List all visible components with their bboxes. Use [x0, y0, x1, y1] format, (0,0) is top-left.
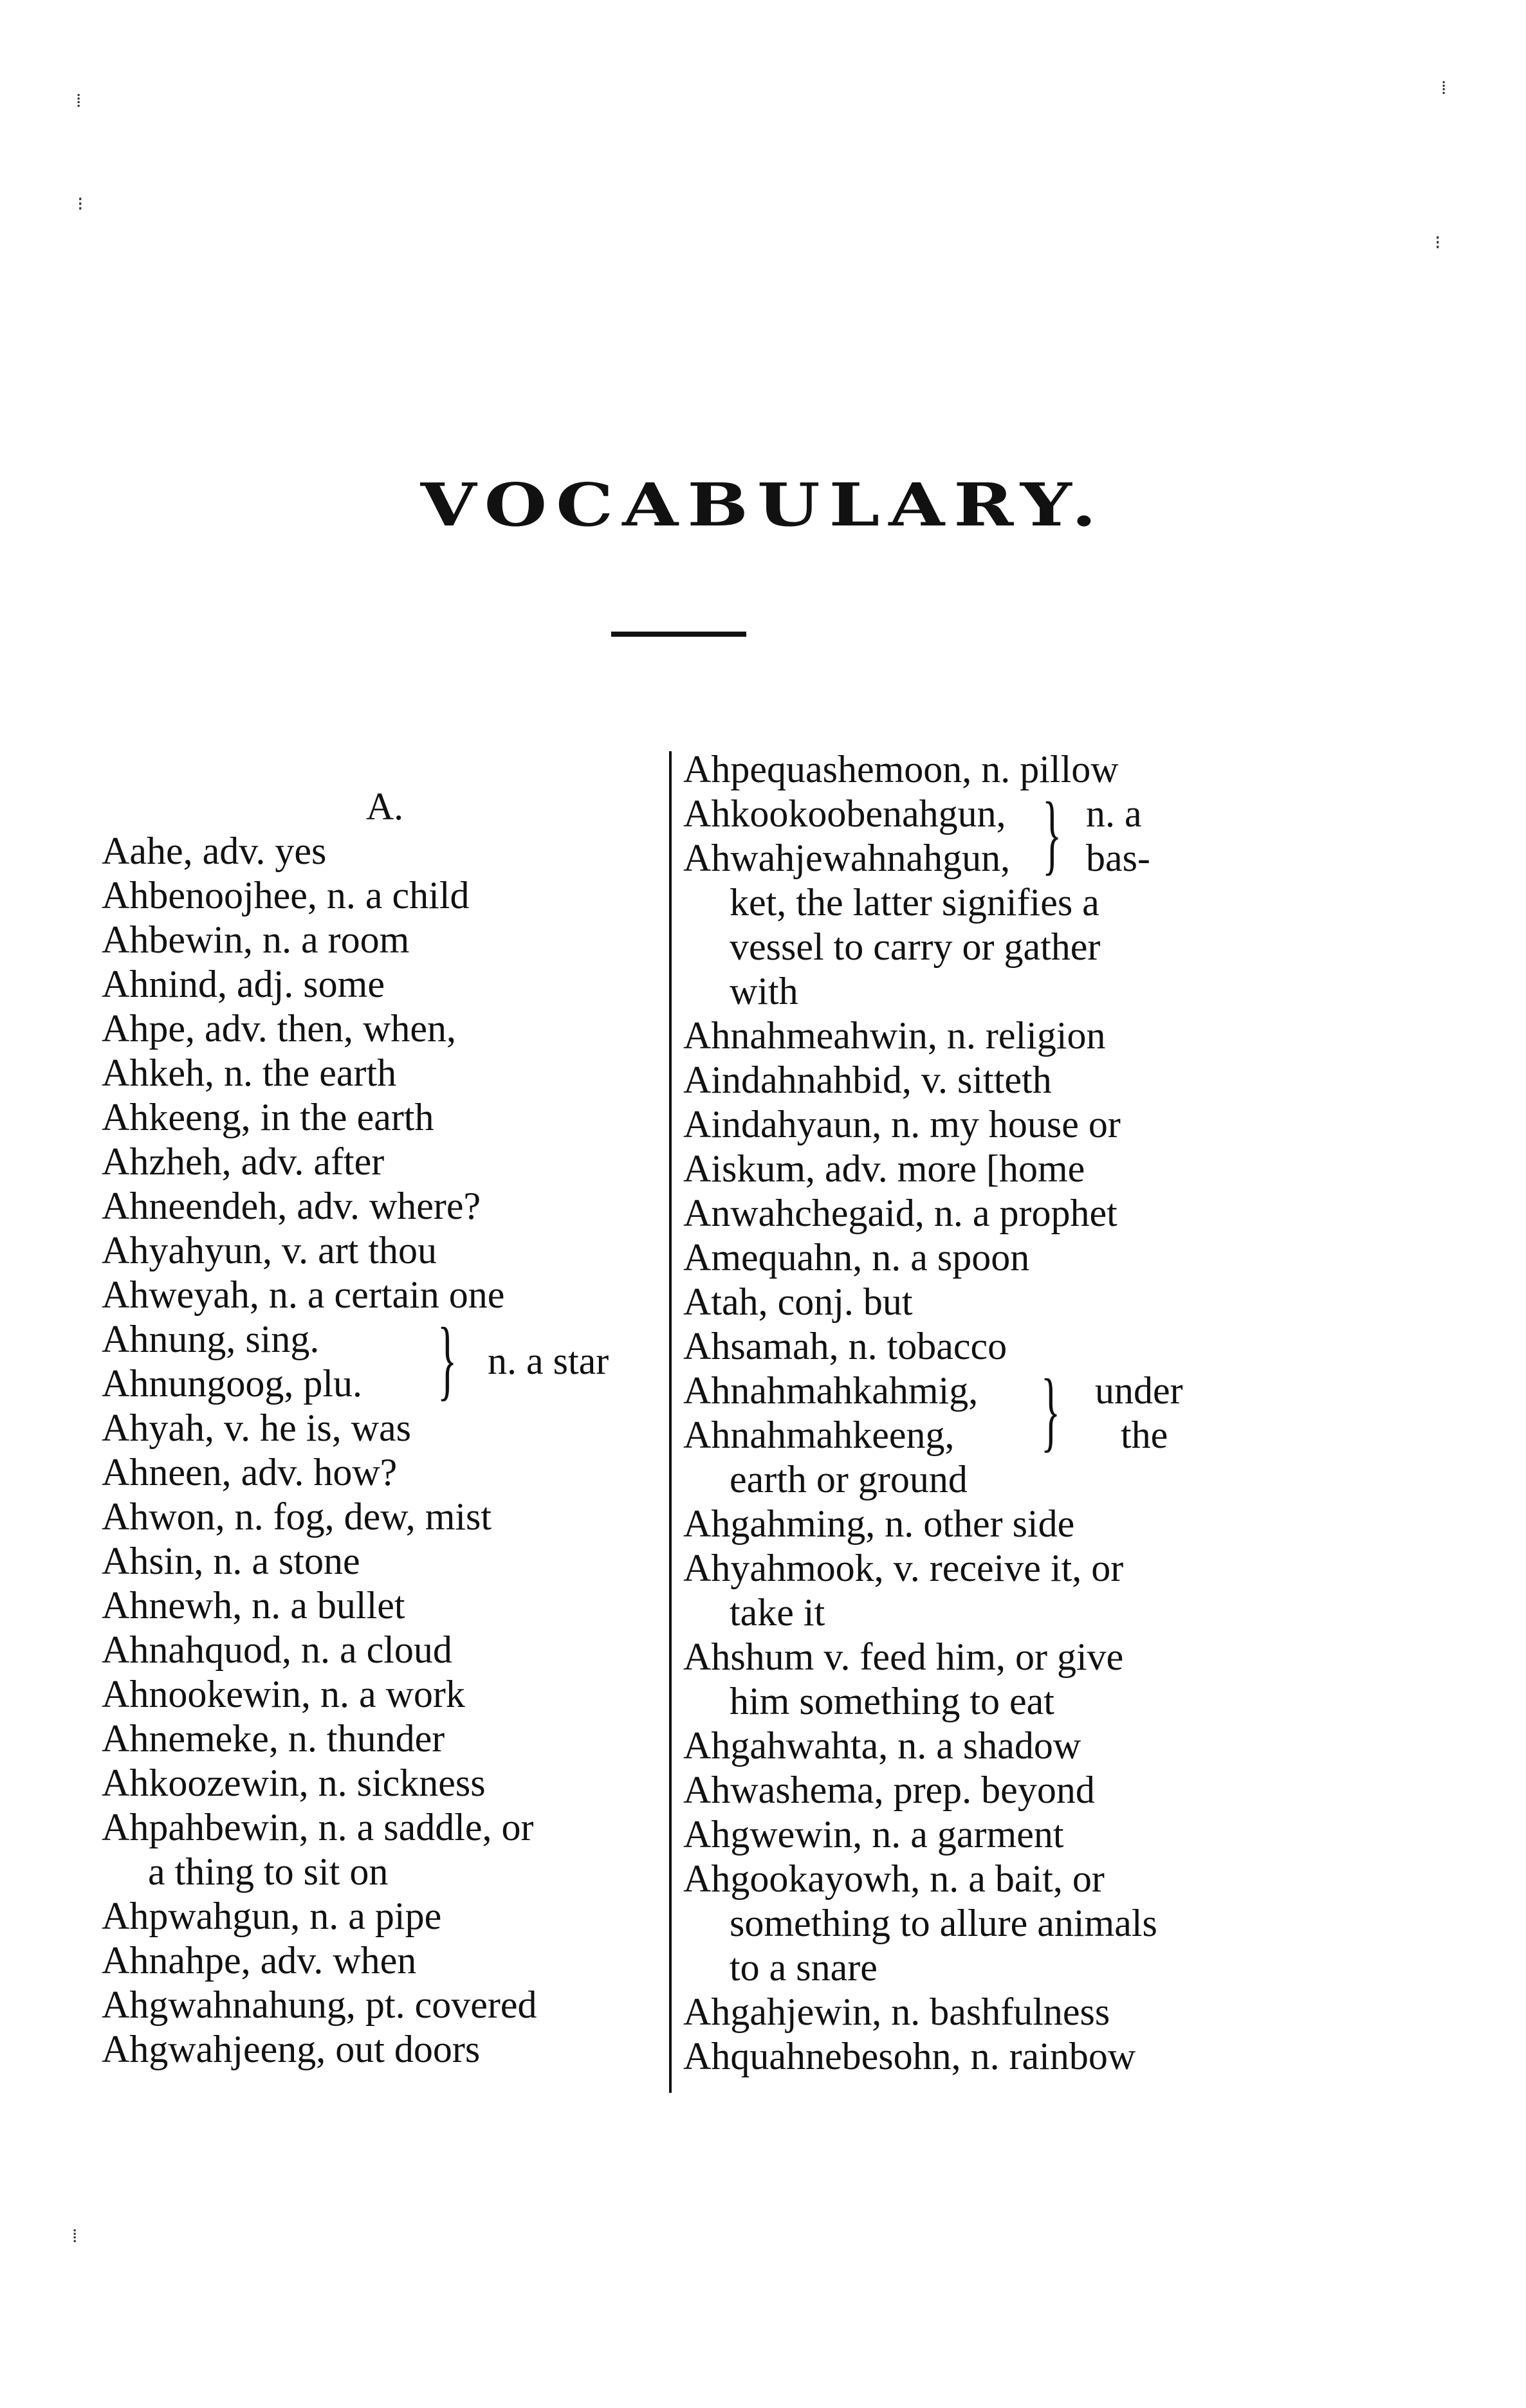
column-divider [669, 751, 672, 2093]
brace-glyph: } [437, 1309, 457, 1409]
vocab-entry: Ahgwahjeeng, out doors [102, 2028, 481, 2070]
vocab-entry: Ahneen, adv. how? [102, 1451, 398, 1493]
vocab-entry: Ahkeh, n. the earth [102, 1052, 397, 1094]
vocab-entry: Ahnewh, n. a bullet [102, 1584, 405, 1627]
print-speck: ⁞ [72, 2225, 78, 2247]
vocab-entry: Ahzheh, adv. after [102, 1140, 385, 1183]
vocab-entry: Ahshum v. feed him, or give [683, 1636, 1124, 1678]
vocab-entry: Ahkeeng, in the earth [102, 1096, 434, 1138]
braced-entry-pair [683, 784, 1352, 884]
shared-definition: the [1121, 1414, 1168, 1456]
vocab-entry: Amequahn, n. a spoon [683, 1236, 1030, 1279]
vocab-entry: Ahneendeh, adv. where? [102, 1185, 481, 1227]
vocab-entry: Ahsin, n. a stone [102, 1540, 360, 1582]
vocab-entry: Ahgwewin, n. a garment [683, 1813, 1064, 1856]
title-rule [611, 632, 746, 637]
vocab-entry: Ahwon, n. fog, dew, mist [102, 1495, 492, 1538]
vocab-entry: Ahgwahnahung, pt. covered [102, 1984, 537, 2026]
entry-continuation: with [730, 970, 798, 1012]
braced-entry-pair [102, 1309, 668, 1409]
section-letter: A. [365, 785, 404, 828]
vocab-entry: Ahnahpe, adv. when [102, 1939, 417, 1982]
entry-continuation: vessel to carry or gather [730, 926, 1101, 968]
vocab-entry: Ahwashema, prep. beyond [683, 1769, 1095, 1811]
vocab-entry: Ahsamah, n. tobacco [683, 1325, 1007, 1367]
vocab-entry: Ahnahmahkahmig, [683, 1369, 979, 1412]
vocab-entry: Ahpwahgun, n. a pipe [102, 1895, 442, 1937]
shared-definition: under [1095, 1369, 1183, 1412]
vocab-entry: Ahpe, adv. then, when, [102, 1007, 456, 1050]
vocab-entry: Ahnung, sing. [102, 1318, 320, 1360]
vocab-entry: Ahyahyun, v. art thou [102, 1229, 437, 1272]
shared-definition: n. a star [488, 1340, 609, 1382]
vocab-entry: Ahquahnebesohn, n. rainbow [683, 2035, 1136, 2077]
shared-definition: n. a [1086, 792, 1142, 835]
entry-continuation: earth or ground [730, 1458, 968, 1500]
vocab-entry: Anwahchegaid, n. a prophet [683, 1192, 1117, 1234]
vocab-entry: Aiskum, adv. more [home [683, 1147, 1085, 1190]
right-column [683, 747, 1352, 2079]
print-speck: ⁝ [1435, 232, 1441, 253]
vocab-entry: Ahnahmahkeeng, [683, 1414, 955, 1456]
entry-continuation: ket, the latter signifies a [730, 881, 1099, 924]
vocab-entry: Ahpahbewin, n. a saddle, or [102, 1806, 534, 1848]
vocab-entry: Ahgahjewin, n. bashfulness [683, 1991, 1110, 2033]
vocab-entry: Ahnahmeahwin, n. religion [683, 1014, 1106, 1057]
brace-glyph: } [1041, 1361, 1061, 1461]
entry-continuation: to a snare [730, 1946, 878, 1989]
left-column [102, 747, 668, 2072]
vocab-entry: Ahwahjewahnahgun, [683, 837, 1011, 879]
entry-continuation: a thing to sit on [148, 1850, 389, 1893]
vocab-entry: Ahpequashemoon, n. pillow [683, 748, 1119, 790]
brace-glyph: } [1042, 784, 1062, 884]
vocab-entry: Ahyah, v. he is, was [102, 1407, 412, 1449]
print-speck: ⁞ [1441, 77, 1447, 98]
vocab-entry: Ahnahquod, n. a cloud [102, 1628, 452, 1671]
vocab-entry: Ahkookoobenahgun, [683, 792, 1006, 835]
vocab-entry: Ahgahming, n. other side [683, 1502, 1075, 1545]
entry-continuation: something to allure animals [730, 1902, 1157, 1944]
vocab-entry: Ahnookewin, n. a work [102, 1673, 465, 1715]
vocab-entry: Aahe, adv. yes [102, 830, 327, 872]
vocab-entry: Ahkoozewin, n. sickness [102, 1762, 486, 1804]
print-speck: ⁝ [77, 194, 84, 215]
vocab-entry: Aindahnahbid, v. sitteth [683, 1059, 1052, 1101]
vocab-entry: Atah, conj. but [683, 1281, 913, 1323]
shared-definition: bas- [1086, 837, 1150, 879]
entry-continuation: him something to eat [730, 1680, 1054, 1722]
vocab-entry: Ahbewin, n. a room [102, 918, 410, 961]
braced-entry-pair [683, 1361, 1352, 1461]
vocab-entry: Ahnungoog, plu. [102, 1362, 362, 1405]
vocab-entry: Ahbenoojhee, n. a child [102, 874, 470, 917]
vocab-entry: Ahnemeke, n. thunder [102, 1717, 445, 1760]
vocab-entry: Ahgookayowh, n. a bait, or [683, 1857, 1105, 1900]
vocab-entry: Ahnind, adj. some [102, 963, 385, 1005]
page-title: VOCABULARY. [420, 470, 1106, 540]
vocab-entry: Ahweyah, n. a certain one [102, 1273, 505, 1316]
entry-continuation: take it [730, 1591, 825, 1634]
vocab-entry: Aindahyaun, n. my house or [683, 1103, 1121, 1145]
vocab-entry: Ahyahmook, v. receive it, or [683, 1547, 1124, 1589]
print-speck: ⁞ [76, 90, 82, 111]
vocab-entry: Ahgahwahta, n. a shadow [683, 1724, 1081, 1767]
